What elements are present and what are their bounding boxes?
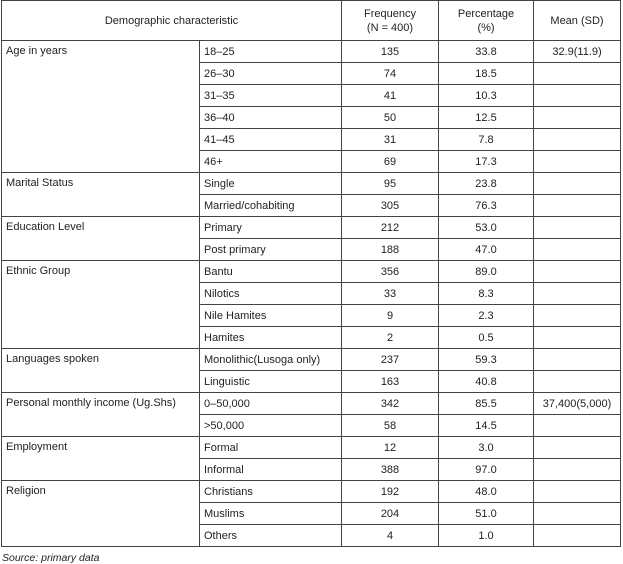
category-cell: Ethnic Group xyxy=(2,261,200,349)
subcategory-cell: Post primary xyxy=(200,239,342,261)
frequency-cell: 188 xyxy=(342,239,439,261)
percentage-cell: 48.0 xyxy=(439,481,534,503)
table-row xyxy=(2,217,621,239)
subcategory-cell: Others xyxy=(200,525,342,547)
subcategory-cell: 36–40 xyxy=(200,107,342,129)
frequency-cell: 212 xyxy=(342,217,439,239)
mean-cell xyxy=(534,195,621,217)
mean-cell xyxy=(534,437,621,459)
subcategory-cell: 41–45 xyxy=(200,129,342,151)
category-cell: Education Level xyxy=(2,217,200,261)
percentage-cell: 59.3 xyxy=(439,349,534,371)
mean-cell xyxy=(534,371,621,393)
subcategory-cell: 31–35 xyxy=(200,85,342,107)
subcategory-cell: 0–50,000 xyxy=(200,393,342,415)
frequency-cell: 95 xyxy=(342,173,439,195)
frequency-cell: 33 xyxy=(342,283,439,305)
frequency-cell: 69 xyxy=(342,151,439,173)
header-mean: Mean (SD) xyxy=(534,1,621,41)
header-frequency-line2: (N = 400) xyxy=(366,21,414,34)
category-cell: Languages spoken xyxy=(2,349,200,393)
subcategory-cell: Bantu xyxy=(200,261,342,283)
frequency-cell: 12 xyxy=(342,437,439,459)
table-row xyxy=(2,481,621,503)
category-cell: Age in years xyxy=(2,41,200,173)
subcategory-cell: Primary xyxy=(200,217,342,239)
mean-cell xyxy=(534,327,621,349)
header-row xyxy=(2,1,621,41)
mean-cell xyxy=(534,349,621,371)
source-note: Source: primary data xyxy=(2,552,100,564)
table-row xyxy=(2,261,621,283)
subcategory-cell: 46+ xyxy=(200,151,342,173)
frequency-cell: 305 xyxy=(342,195,439,217)
table-row xyxy=(2,349,621,371)
demographics-table xyxy=(1,0,621,547)
subcategory-cell: >50,000 xyxy=(200,415,342,437)
frequency-cell: 74 xyxy=(342,63,439,85)
percentage-cell: 76.3 xyxy=(439,195,534,217)
percentage-cell: 40.8 xyxy=(439,371,534,393)
header-percentage-line2: (%) xyxy=(477,21,495,34)
percentage-cell: 47.0 xyxy=(439,239,534,261)
percentage-cell: 85.5 xyxy=(439,393,534,415)
mean-cell xyxy=(534,261,621,283)
category-cell: Marital Status xyxy=(2,173,200,217)
mean-cell xyxy=(534,107,621,129)
percentage-cell: 97.0 xyxy=(439,459,534,481)
frequency-cell: 237 xyxy=(342,349,439,371)
subcategory-cell: Informal xyxy=(200,459,342,481)
mean-cell xyxy=(534,173,621,195)
subcategory-cell: Married/cohabiting xyxy=(200,195,342,217)
mean-cell xyxy=(534,129,621,151)
subcategory-cell: Monolithic(Lusoga only) xyxy=(200,349,342,371)
header-percentage xyxy=(439,1,534,41)
table-row xyxy=(2,41,621,63)
mean-cell xyxy=(534,305,621,327)
percentage-cell: 12.5 xyxy=(439,107,534,129)
table-row xyxy=(2,173,621,195)
frequency-cell: 41 xyxy=(342,85,439,107)
category-cell: Personal monthly income (Ug.Shs) xyxy=(2,393,200,437)
percentage-cell: 7.8 xyxy=(439,129,534,151)
frequency-cell: 135 xyxy=(342,41,439,63)
percentage-cell: 1.0 xyxy=(439,525,534,547)
subcategory-cell: Formal xyxy=(200,437,342,459)
category-cell: Religion xyxy=(2,481,200,547)
mean-cell: 32.9(11.9) xyxy=(534,41,621,63)
subcategory-cell: 18–25 xyxy=(200,41,342,63)
subcategory-cell: Hamites xyxy=(200,327,342,349)
mean-cell xyxy=(534,283,621,305)
frequency-cell: 50 xyxy=(342,107,439,129)
table-row xyxy=(2,393,621,415)
header-percentage-line1: Percentage xyxy=(457,7,515,20)
frequency-cell: 4 xyxy=(342,525,439,547)
mean-cell xyxy=(534,151,621,173)
percentage-cell: 8.3 xyxy=(439,283,534,305)
header-frequency-line1: Frequency xyxy=(364,7,416,20)
percentage-cell: 0.5 xyxy=(439,327,534,349)
subcategory-cell: Linguistic xyxy=(200,371,342,393)
frequency-cell: 58 xyxy=(342,415,439,437)
mean-cell: 37,400(5,000) xyxy=(534,393,621,415)
percentage-cell: 14.5 xyxy=(439,415,534,437)
percentage-cell: 17.3 xyxy=(439,151,534,173)
frequency-cell: 31 xyxy=(342,129,439,151)
frequency-cell: 9 xyxy=(342,305,439,327)
percentage-cell: 33.8 xyxy=(439,41,534,63)
table-body xyxy=(2,41,621,547)
percentage-cell: 3.0 xyxy=(439,437,534,459)
percentage-cell: 18.5 xyxy=(439,63,534,85)
mean-cell xyxy=(534,415,621,437)
mean-cell xyxy=(534,481,621,503)
percentage-cell: 53.0 xyxy=(439,217,534,239)
mean-cell xyxy=(534,525,621,547)
frequency-cell: 192 xyxy=(342,481,439,503)
header-frequency xyxy=(342,1,439,41)
percentage-cell: 10.3 xyxy=(439,85,534,107)
frequency-cell: 388 xyxy=(342,459,439,481)
percentage-cell: 2.3 xyxy=(439,305,534,327)
subcategory-cell: Single xyxy=(200,173,342,195)
category-cell: Employment xyxy=(2,437,200,481)
table-row xyxy=(2,437,621,459)
frequency-cell: 342 xyxy=(342,393,439,415)
subcategory-cell: 26–30 xyxy=(200,63,342,85)
percentage-cell: 23.8 xyxy=(439,173,534,195)
subcategory-cell: Christians xyxy=(200,481,342,503)
frequency-cell: 2 xyxy=(342,327,439,349)
percentage-cell: 89.0 xyxy=(439,261,534,283)
mean-cell xyxy=(534,217,621,239)
frequency-cell: 356 xyxy=(342,261,439,283)
subcategory-cell: Nile Hamites xyxy=(200,305,342,327)
mean-cell xyxy=(534,459,621,481)
frequency-cell: 204 xyxy=(342,503,439,525)
mean-cell xyxy=(534,239,621,261)
subcategory-cell: Nilotics xyxy=(200,283,342,305)
frequency-cell: 163 xyxy=(342,371,439,393)
percentage-cell: 51.0 xyxy=(439,503,534,525)
mean-cell xyxy=(534,63,621,85)
mean-cell xyxy=(534,503,621,525)
header-characteristic: Demographic characteristic xyxy=(2,1,342,41)
mean-cell xyxy=(534,85,621,107)
subcategory-cell: Muslims xyxy=(200,503,342,525)
